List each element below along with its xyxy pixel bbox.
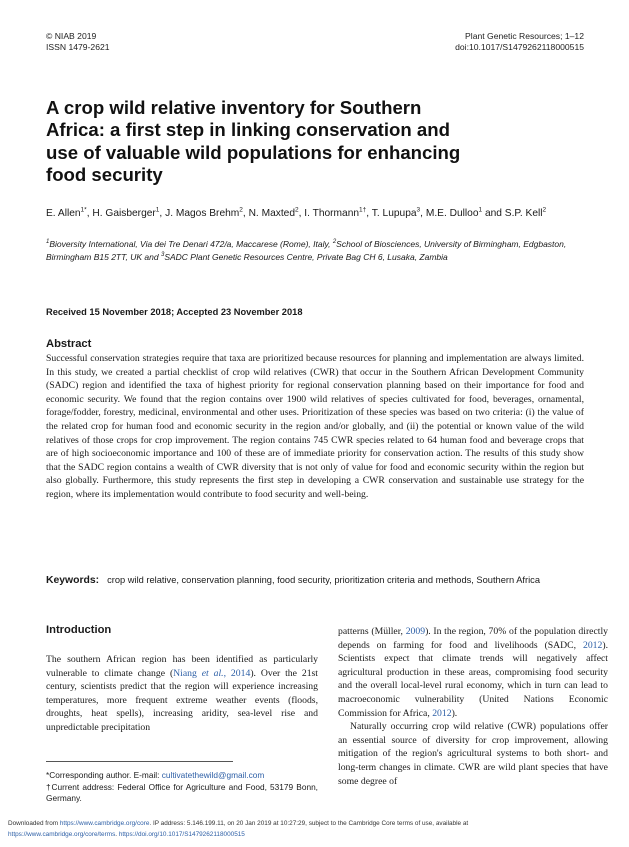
article-title: A crop wild relative inventory for Southern Africa: a first step in linking conservation and use of valuable wild populations for enhancing food security: [46, 97, 461, 186]
current-address-note: †Current address: Federal Office for Agriculture and Food, 53179 Bonn, Germany.: [46, 781, 318, 803]
email-link[interactable]: cultivatethewild@gmail.com: [161, 770, 265, 780]
cambridge-core-link[interactable]: https://www.cambridge.org/core: [59, 820, 150, 827]
author: N. Maxted$^2$,: [248, 206, 305, 219]
download-notice: Downloaded from https://www.cambridge.org/core. IP address: 5.146.199.11, on 20 Jan 2019 at 10:27:29, subject to the Cambridge Core terms of use, available at https://www.cambridge.org/core/terms. https://doi.org/10.1017/S1479262118000515: [8, 820, 469, 838]
intro-paragraph-1: The southern African region has been identified as particularly vulnerable to climate change (Niang et al., 2014). Over the 21st century, scientists predict that the region will experience increasing temperatures, more frequent extreme weather events (floods, droughts, heat spells), increasing aridity, sea-level rise and unpredictable precipitation: [46, 654, 319, 733]
author: S.P. Kell$^2$: [504, 206, 547, 219]
doi-text: doi:10.1017/S1479262118000515: [455, 41, 584, 52]
journal-header-left: [46, 31, 110, 52]
author-list: [46, 206, 586, 221]
keywords: [46, 574, 584, 587]
doi-link[interactable]: https://doi.org/10.1017/S1479262118000515: [118, 830, 245, 838]
author: T. Lupupa$^3$,: [371, 206, 426, 219]
journal-header-right: [455, 31, 584, 52]
author: J. Magos Brehm$^2$,: [165, 206, 249, 219]
body-column-left: [46, 653, 318, 735]
abstract-heading: Abstract: [46, 338, 92, 350]
affiliation-2: School of Biosciences, University of Birmingham, Edgbaston, Birmingham B15 2TT, UK and: [46, 239, 567, 262]
citation-link[interactable]: 2012: [432, 707, 452, 719]
footnotes: [46, 770, 318, 805]
keywords-text: crop wild relative, conservation planning, food security, prioritization criteria and methods, Southern Africa: [107, 575, 540, 585]
affiliations: $^1$Bioversity International, Via dei Tre Denari 472/a, Maccarese (Rome), Italy, $^2$School of Biosciences, University of Birmingham, Edgbaston, Birmingham B15 2TT, UK and $^3$SADC Plant Genetic Resources Centre, Private Bag CH 6, Lusaka, Zambia: [46, 239, 567, 262]
affiliation-3: SADC Plant Genetic Resources Centre, Private Bag CH 6, Lusaka, Zambia: [164, 251, 448, 262]
author: M.E. Dulloo$^1$ and: [425, 206, 505, 219]
author: I. Thormann$^{1\dagger}$,: [304, 206, 372, 219]
intro-paragraph-2: Naturally occurring crop wild relative (CWR) populations offer an essential source of diversity for crop improvement, allowing mitigation of the region's agricultural systems to both short- and long-term changes in climate. CWR are wild plant species that have some degree of: [338, 721, 608, 787]
citation-link[interactable]: 2009: [405, 626, 426, 637]
journal-citation: Plant Genetic Resources; 1–12: [465, 31, 584, 41]
received-accepted-dates: Received 15 November 2018; Accepted 23 November 2018: [46, 307, 303, 317]
author: E. Allen$^{1*}$,: [46, 206, 93, 219]
introduction-heading: Introduction: [46, 624, 112, 636]
copyright-text: © NIAB 2019: [46, 31, 97, 41]
abstract-text: Successful conservation strategies require that taxa are prioritized because resources for planning and implementation are always limited. In this study, we created a partial checklist of crop wild relatives (CWR) that occur in the Southern African Development Community (SADC) region and identified the taxa of highest priority for regional conservation planning based on their importance for food and economic security. We found that the region contains over 1900 wild relatives of species cultivated for food, beverages, ornamental, forage/fodder, forestry, medicinal, environmental and other uses. Prioritization of these species was based on two criteria: (i) the value of the related crop for human food and economic security in the region and/or globally, and (ii) the potential or known value of the wild relatives of those crops for crop improvement. The region contains 745 CWR species related to 64 human food and beverage crops that are of high socioeconomic importance and 100 of these are of immediate priority for conservation action. The results of this study show that the SADC region contains a wealth of CWR diversity that is not only of value for food and economic security within the region but also globally. Furthermore, this study represents the first step in developing a CWR conservation and sustainable use strategy for the region, where its implementation would contribute to food security and well-being.: [46, 353, 584, 500]
affiliation-1: Bioversity International, Via dei Tre Denari 472/a, Maccarese (Rome), Italy,: [49, 239, 333, 249]
issn-text: ISSN 1479-2621: [46, 41, 110, 52]
footnote-divider: [46, 761, 233, 762]
citation-link[interactable]: 2012: [582, 639, 603, 651]
intro-paragraph-1-cont: patterns (Müller, 2009). In the region, 70% of the population directly depends on farming for food and livelihoods (SADC, 2012). Scientists expect that climate trends will negatively affect agricultural production in these areas, compromising food security and the overall local-level rural economy, which in turn can lead to macroeconomic vulnerability (United Nations Economic Commission for Africa, 2012).: [338, 626, 608, 719]
terms-link[interactable]: https://www.cambridge.org/core/terms: [8, 830, 116, 838]
keywords-label: Keywords:: [46, 575, 100, 586]
citation-link[interactable]: Niang et al., 2014: [173, 667, 251, 679]
corresponding-author-note: *Corresponding author. E-mail: cultivatethewild@gmail.com: [46, 770, 265, 780]
body-column-right: [338, 625, 608, 788]
author: H. Gaisberger$^1$,: [92, 206, 166, 219]
